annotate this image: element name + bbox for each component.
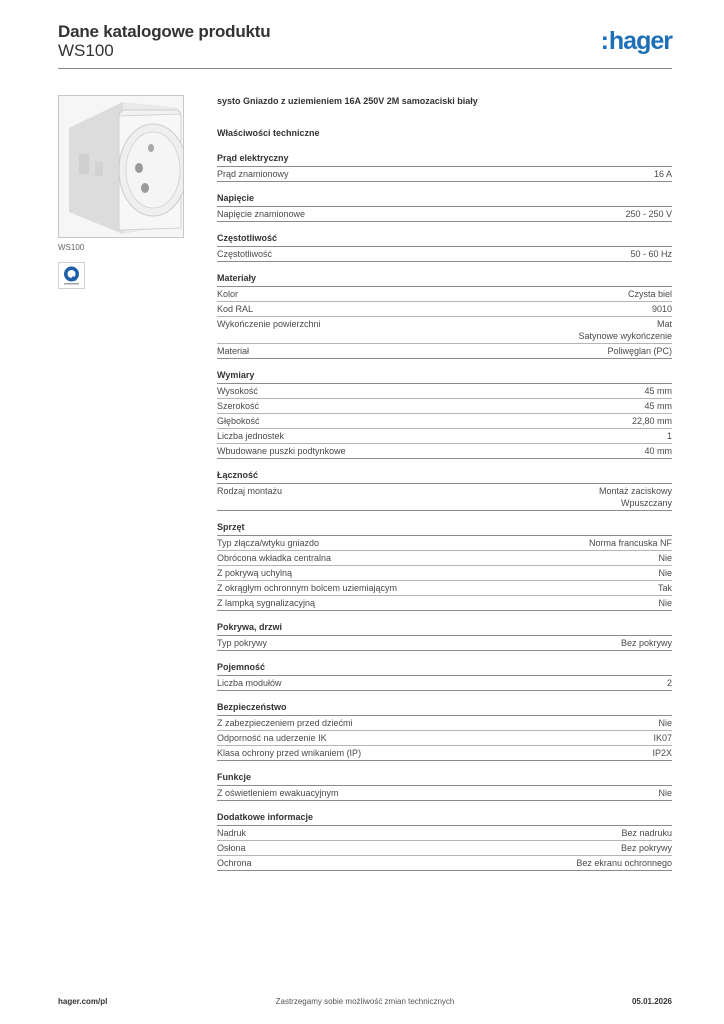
section-title: Dodatkowe informacje (217, 812, 672, 826)
product-specifications (217, 96, 672, 871)
section-title: Funkcje (217, 772, 672, 786)
spec-label: Wbudowane puszki podtynkowe (217, 446, 346, 456)
spec-section (217, 622, 672, 651)
spec-section (217, 193, 672, 222)
spec-row (217, 399, 672, 414)
spec-value (607, 345, 672, 357)
spec-value (644, 400, 672, 412)
spec-section (217, 153, 672, 182)
document-title: Dane katalogowe produktu (58, 22, 271, 41)
footer-notice: Zastrzegamy sobie możliwość zmian technicznych (275, 997, 455, 1006)
spec-value-line: 250 - 250 V (625, 209, 672, 219)
spec-row (217, 716, 672, 731)
page-header (58, 20, 672, 64)
spec-value-line: Mat (656, 319, 672, 329)
socket-illustration (59, 96, 183, 237)
spec-label: Szerokość (217, 401, 260, 411)
spec-label: Liczba jednostek (217, 431, 285, 441)
spec-value (658, 717, 672, 729)
spec-label: Typ złącza/wtyku gniazdo (217, 538, 320, 548)
spec-section (217, 702, 672, 761)
spec-value (632, 415, 672, 427)
spec-row (217, 596, 672, 611)
quality-mark-icon (58, 262, 85, 289)
spec-label: Klasa ochrony przed wnikaniem (IP) (217, 748, 362, 758)
spec-label: Z lampką sygnalizacyjną (217, 598, 316, 608)
spec-value (653, 732, 672, 744)
spec-value-line: IP2X (652, 748, 672, 758)
spec-sections (217, 153, 672, 871)
spec-label: Obrócona wkładka centralna (217, 553, 332, 563)
spec-label: Wykończenie powierzchni (217, 319, 321, 329)
spec-row (217, 786, 672, 801)
spec-row (217, 287, 672, 302)
spec-row (217, 384, 672, 399)
spec-value (630, 248, 672, 260)
spec-value (644, 385, 672, 397)
section-title: Bezpieczeństwo (217, 702, 672, 716)
product-image (58, 95, 184, 238)
spec-value (658, 597, 672, 609)
spec-row (217, 566, 672, 581)
spec-value-line: 40 mm (644, 446, 672, 456)
spec-value-line: Nie (658, 718, 672, 728)
spec-value-line: Nie (658, 553, 672, 563)
spec-row (217, 344, 672, 359)
spec-value (621, 637, 672, 649)
spec-label: Z oświetleniem ewakuacyjnym (217, 788, 339, 798)
product-code: WS100 (58, 41, 114, 60)
spec-label: Odporność na uderzenie IK (217, 733, 327, 743)
spec-value-line: Bez pokrywy (620, 843, 672, 853)
spec-label: Prąd znamionowy (217, 169, 289, 179)
spec-value-line: Satynowe wykończenie (578, 331, 672, 341)
spec-section (217, 772, 672, 801)
logo-text: hager (608, 27, 672, 55)
spec-label: Rodzaj montażu (217, 486, 283, 496)
spec-value (654, 168, 672, 180)
spec-row (217, 731, 672, 746)
spec-value-line: Bez ekranu ochronnego (576, 858, 672, 868)
spec-value-line: Norma francuska NF (588, 538, 672, 548)
spec-label: Ochrona (217, 858, 252, 868)
spec-value (621, 827, 672, 839)
section-title: Łączność (217, 470, 672, 484)
spec-value-line: 45 mm (644, 386, 672, 396)
spec-section (217, 233, 672, 262)
spec-value-line: Poliwęglan (PC) (607, 346, 672, 356)
spec-value (644, 445, 672, 457)
spec-value-line: Czysta biel (627, 289, 672, 299)
technical-properties-heading: Właściwości techniczne (217, 128, 320, 138)
spec-value-line: 2 (666, 678, 672, 688)
spec-section (217, 470, 672, 511)
spec-section (217, 812, 672, 871)
spec-label: Głębokość (217, 416, 260, 426)
spec-row (217, 746, 672, 761)
spec-section (217, 273, 672, 359)
spec-section (217, 370, 672, 459)
spec-row (217, 856, 672, 871)
spec-value-line: 50 - 60 Hz (630, 249, 672, 259)
spec-value-line: 9010 (651, 304, 672, 314)
spec-value (658, 567, 672, 579)
spec-value (652, 747, 672, 759)
spec-label: Z zabezpieczeniem przed dziećmi (217, 718, 353, 728)
spec-label: Nadruk (217, 828, 247, 838)
section-title: Pojemność (217, 662, 672, 676)
spec-label: Osłona (217, 843, 246, 853)
section-title: Pokrywa, drzwi (217, 622, 672, 636)
spec-label: Materiał (217, 346, 250, 356)
spec-row (217, 444, 672, 459)
section-title: Częstotliwość (217, 233, 672, 247)
header-divider (58, 68, 672, 69)
spec-label: Typ pokrywy (217, 638, 268, 648)
spec-row (217, 317, 672, 344)
spec-value-line: Montaż zaciskowy (598, 486, 672, 496)
spec-row (217, 826, 672, 841)
section-title: Napięcie (217, 193, 672, 207)
spec-value (667, 677, 672, 689)
spec-value (625, 208, 672, 220)
hager-logo: :hager (600, 27, 672, 55)
spec-value-line: Nie (658, 568, 672, 578)
spec-value (628, 288, 672, 300)
spec-value (652, 303, 672, 315)
spec-row (217, 676, 672, 691)
spec-value (658, 787, 672, 799)
page-footer (58, 997, 672, 1011)
spec-section (217, 662, 672, 691)
footer-website: hager.com/pl (58, 997, 108, 1006)
spec-row (217, 536, 672, 551)
spec-value-line: Bez pokrywy (620, 638, 672, 648)
spec-value (667, 430, 672, 442)
spec-value (599, 485, 672, 509)
spec-value-line: 1 (666, 431, 672, 441)
spec-label: Napięcie znamionowe (217, 209, 306, 219)
spec-value (576, 857, 672, 869)
spec-value-line: Nie (658, 788, 672, 798)
spec-label: Wysokość (217, 386, 258, 396)
spec-section (217, 522, 672, 611)
spec-label: Częstotliwość (217, 249, 273, 259)
spec-value-line: Wpuszczany (620, 498, 672, 508)
spec-row (217, 302, 672, 317)
spec-value-line: Tak (657, 583, 672, 593)
spec-value-line: 45 mm (644, 401, 672, 411)
image-caption: WS100 (58, 243, 85, 252)
spec-value (589, 537, 672, 549)
section-title: Materiały (217, 273, 672, 287)
spec-label: Kod RAL (217, 304, 254, 314)
spec-row (217, 429, 672, 444)
spec-row (217, 414, 672, 429)
spec-value (578, 318, 672, 342)
section-title: Prąd elektryczny (217, 153, 672, 167)
spec-value-line: Nie (658, 598, 672, 608)
product-description: systo Gniazdo z uziemieniem 16A 250V 2M samozaciski biały (217, 96, 478, 106)
spec-label: Z pokrywą uchylną (217, 568, 293, 578)
footer-date: 05.01.2026 (631, 997, 672, 1006)
spec-row (217, 551, 672, 566)
section-title: Sprzęt (217, 522, 672, 536)
spec-row (217, 247, 672, 262)
spec-label: Liczba modułów (217, 678, 282, 688)
spec-label: Kolor (217, 289, 239, 299)
section-title: Wymiary (217, 370, 672, 384)
spec-row (217, 841, 672, 856)
spec-value-line: 16 A (653, 169, 672, 179)
spec-row (217, 636, 672, 651)
spec-value-line: 22,80 mm (631, 416, 672, 426)
spec-value (621, 842, 672, 854)
spec-label: Z okrągłym ochronnym bolcem uziemiającym (217, 583, 398, 593)
spec-row (217, 484, 672, 511)
spec-row (217, 581, 672, 596)
spec-row (217, 167, 672, 182)
spec-value (658, 552, 672, 564)
spec-value (658, 582, 672, 594)
spec-value-line: IK07 (653, 733, 672, 743)
spec-value-line: Bez nadruku (621, 828, 672, 838)
spec-row (217, 207, 672, 222)
